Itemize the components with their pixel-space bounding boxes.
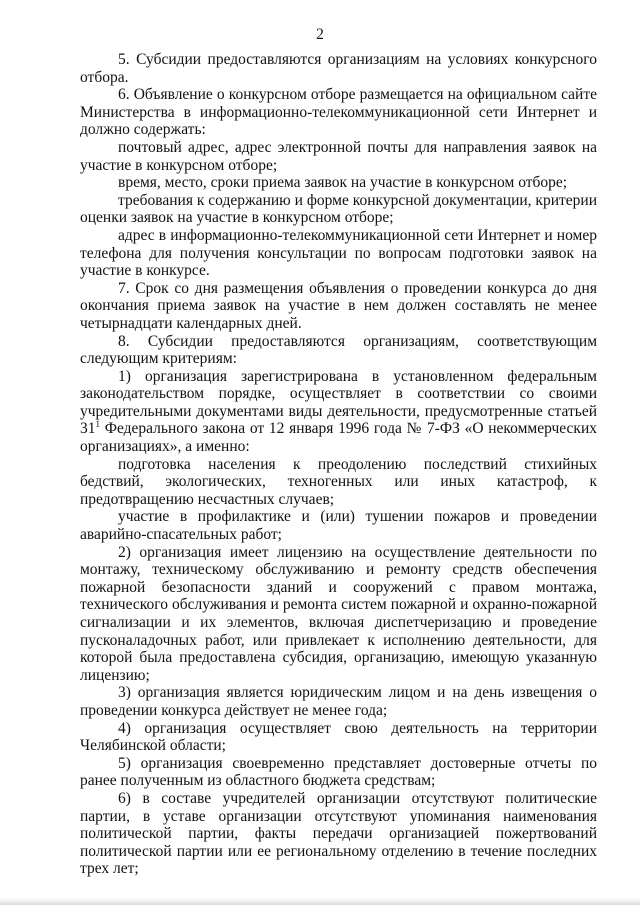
criterion-1-registration bbox=[80, 368, 597, 456]
scan-bottom-edge bbox=[0, 897, 640, 905]
announcement-item-time-place: время, место, сроки приема заявок на участие в конкурсном отборе; bbox=[118, 174, 568, 192]
criterion-5-reports: 5) организация своевременно представляет достоверные отчеты по ранее полученным из областного бюджета средствам; bbox=[80, 754, 597, 790]
paragraph-7-deadline: 7. Срок со дня размещения объявления о проведении конкурса до дня окончания приема заявок на участие в нем должен составлять не менее четырнадцати календарных дней. bbox=[80, 279, 597, 332]
paragraph-6-announcement: 6. Объявление о конкурсном отборе размещается на официальном сайте Министерства в информационно-телекоммуникационной сети Интернет и должно содержать: bbox=[80, 86, 597, 139]
paragraph-5-subsidies-competition: 5. Субсидии предоставляются организациям на условиях конкурсного отбора. bbox=[80, 51, 597, 86]
document-body bbox=[80, 51, 597, 878]
activity-population-training: подготовка населения к преодолению последствий стихийных бедствий, экологических, техногенных или иных катастроф, к предотвращению несчастных случаев; bbox=[80, 455, 597, 508]
activity-fire-prevention: участие в профилактике и (или) тушении пожаров и проведении аварийно-спасательных работ; bbox=[80, 508, 597, 544]
announcement-item-website-phone: адрес в информационно-телекоммуникационной сети Интернет и номер телефона для получения консультации по вопросам подготовки заявок на участие в конкурсе. bbox=[80, 226, 597, 280]
paragraph-8-criteria: 8. Субсидии предоставляются организациям, соответствующим следующим критериям: bbox=[80, 332, 597, 368]
announcement-item-requirements: требования к содержанию и форме конкурсной документации, критерии оценки заявок на участие в конкурсном отборе; bbox=[80, 191, 597, 227]
criterion-6-political-parties: 6) в составе учредителей организации отсутствуют политические партии, в уставе организации отсутствуют упоминания наименования политической партии, факты передачи организацией пожертвований политической партии или ее региональному отделению в течение последних трех лет; bbox=[80, 789, 597, 878]
page-number: 2 bbox=[316, 26, 324, 43]
criterion-3-legal-entity: 3) организация является юридическим лицом и на день извещения о проведении конкурса действует не менее года; bbox=[80, 684, 597, 719]
announcement-item-postal-address: почтовый адрес, адрес электронной почты для направления заявок на участие в конкурсном отборе; bbox=[80, 138, 597, 174]
criterion-1-text-start: 1) организация зарегистрирована в установленном федеральным законодательством порядке, осуществляет в соответствии со своими учредительными документами виды деятельности, предусмотренные статьей 31 bbox=[80, 367, 597, 438]
criterion-2-license: 2) организация имеет лицензию на осуществление деятельности по монтажу, техническому обслуживанию и ремонту средств обеспечения пожарной безопасности зданий и сооружений с правом монтажа, технического обслуживания и ремонта систем пожарной и охранно-пожарной сигнализации и их элементов, включая диспетчеризацию и проведение пусконаладочных работ, или привлекает к исполнению деятельности, для которой была предоставлена субсидия, организацию, имеющую указанную лицензию; bbox=[80, 543, 597, 684]
article-superscript: 1 bbox=[95, 419, 100, 430]
criterion-1-text-end: Федерального закона от 12 января 1996 года № 7-ФЗ «О некоммерческих организациях», а именно: bbox=[80, 420, 597, 456]
criterion-4-chelyabinsk-region: 4) организация осуществляет свою деятельность на территории Челябинской области; bbox=[80, 719, 597, 755]
